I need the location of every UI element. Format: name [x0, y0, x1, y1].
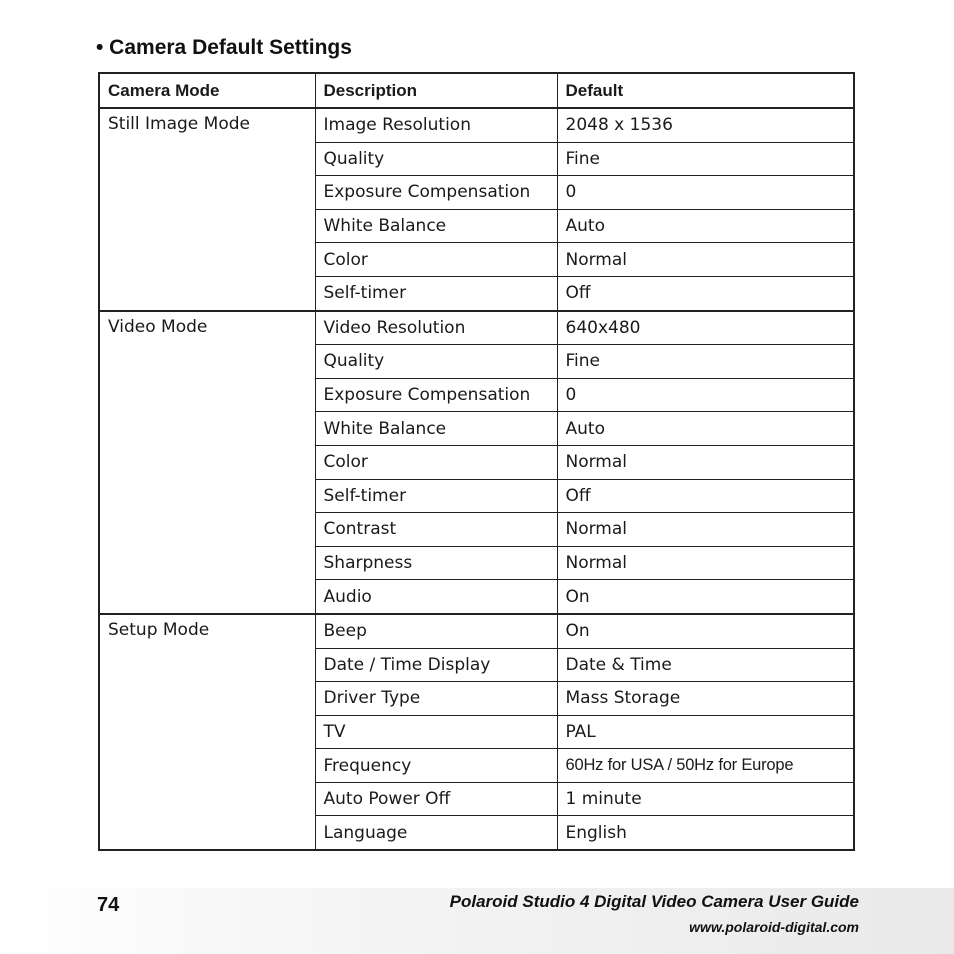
- description-cell: Sharpness: [315, 546, 557, 580]
- default-cell: Normal: [557, 243, 854, 277]
- mode-cell-video: Video Mode: [99, 311, 315, 614]
- description-cell: Color: [315, 445, 557, 479]
- default-cell: Fine: [557, 345, 854, 379]
- default-cell: Normal: [557, 546, 854, 580]
- description-cell: Exposure Compensation: [315, 176, 557, 210]
- guide-url: www.polaroid-digital.com: [689, 919, 859, 935]
- default-cell: Fine: [557, 142, 854, 176]
- header-camera-mode: Camera Mode: [99, 73, 315, 108]
- default-cell: On: [557, 614, 854, 648]
- description-cell: Driver Type: [315, 682, 557, 716]
- default-cell: Normal: [557, 513, 854, 547]
- default-cell: Date & Time: [557, 648, 854, 682]
- description-cell: White Balance: [315, 412, 557, 446]
- default-cell: 60Hz for USA / 50Hz for Europe: [557, 749, 854, 783]
- header-description: Description: [315, 73, 557, 108]
- description-cell: Self-timer: [315, 479, 557, 513]
- description-cell: Beep: [315, 614, 557, 648]
- table-row: [99, 614, 854, 648]
- description-cell: Quality: [315, 345, 557, 379]
- description-cell: Self-timer: [315, 276, 557, 310]
- page-number: 74: [97, 894, 120, 916]
- description-cell: Date / Time Display: [315, 648, 557, 682]
- default-cell: 1 minute: [557, 782, 854, 816]
- default-cell: Off: [557, 276, 854, 310]
- default-cell: Mass Storage: [557, 682, 854, 716]
- default-cell: Off: [557, 479, 854, 513]
- default-cell: On: [557, 580, 854, 614]
- table-row: [99, 311, 854, 345]
- default-cell: Auto: [557, 209, 854, 243]
- default-cell: 0: [557, 378, 854, 412]
- description-cell: Audio: [315, 580, 557, 614]
- default-cell: English: [557, 816, 854, 850]
- description-cell: Contrast: [315, 513, 557, 547]
- default-cell: 2048 x 1536: [557, 108, 854, 142]
- description-cell: Exposure Compensation: [315, 378, 557, 412]
- default-cell: Normal: [557, 445, 854, 479]
- header-default: Default: [557, 73, 854, 108]
- guide-title: Polaroid Studio 4 Digital Video Camera User Guide: [449, 892, 859, 911]
- description-cell: Language: [315, 816, 557, 850]
- default-cell: Auto: [557, 412, 854, 446]
- description-cell: Auto Power Off: [315, 782, 557, 816]
- page-title: • Camera Default Settings: [96, 36, 352, 59]
- mode-cell-setup: Setup Mode: [99, 614, 315, 850]
- description-cell: White Balance: [315, 209, 557, 243]
- description-cell: TV: [315, 715, 557, 749]
- default-cell: 0: [557, 176, 854, 210]
- camera-default-settings-table: [98, 72, 855, 851]
- description-cell: Video Resolution: [315, 311, 557, 345]
- table-row: [99, 108, 854, 142]
- description-cell: Quality: [315, 142, 557, 176]
- description-cell: Color: [315, 243, 557, 277]
- table-header-row: [99, 73, 854, 108]
- default-cell: PAL: [557, 715, 854, 749]
- default-cell: 640x480: [557, 311, 854, 345]
- description-cell: Frequency: [315, 749, 557, 783]
- mode-cell-still-image: Still Image Mode: [99, 108, 315, 311]
- description-cell: Image Resolution: [315, 108, 557, 142]
